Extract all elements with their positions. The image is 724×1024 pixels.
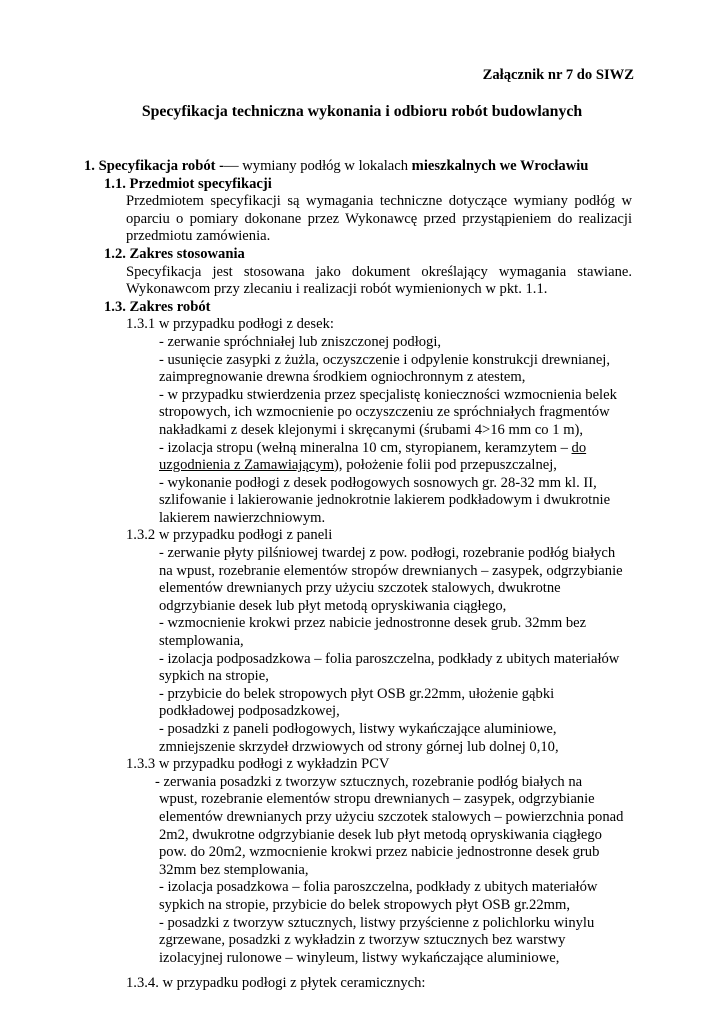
list-line: - izolacja posadzkowa – folia paroszczelna, podkłady z ubitych materiałów [159,879,598,896]
insulation-line [159,440,632,458]
item-1-3-1-body [159,334,632,528]
list-line: elementów drewnianych przy użyciu szczotek stalowych, dwukrotne [159,580,561,597]
list-line: - posadzki z tworzyw sztucznych, listwy przyścienne z polichlorku winylu [159,914,595,931]
section-1-text: — wymiany podłóg w lokalach [223,158,412,174]
list-line: izolacyjnej rulonowe – winyleum, listwy wykańczające aluminiowe, [159,949,560,966]
paragraph-line: Przedmiotem specyfikacji są wymagania techniczne dotyczące wymiany podłóg w [126,193,632,210]
section-1-number: 1. Specyfikacja robót - [84,158,224,174]
section-1-1-paragraph [126,193,632,246]
paragraph-line: przedmiotu zamówienia. [126,228,271,245]
list-line: elementów drewnianych przy użyciu szczotek stalowych – powierzchnia ponad [159,808,624,825]
list-line: podkładowej podposadzkowej, [159,703,340,720]
section-1-3-heading: 1.3. Zakres robót [104,298,211,315]
list-line: stemplowania, [159,633,244,650]
underlined-text: do [571,439,587,456]
section-1-1-heading: 1.1. Przedmiot specyfikacji [104,175,272,192]
list-line: nakładkami z desek klejonymi i skręcanymi (śrubami 4>16 mm co 1 m), [159,421,584,438]
list-line: 2m2, dwukrotne odgrzybianie desek lub płyt metodą opryskiwania ciągłego [159,826,602,843]
section-1-2-paragraph [126,264,632,299]
section-1-heading [84,158,632,176]
list-line: zmniejszenie skrzydeł drzwiowych od strony górnej lub dolnej 0,10, [159,738,559,755]
item-1-3-1-label: 1.3.1 w przypadku podłogi z desek: [126,316,334,333]
section-1-2-heading: 1.2. Zakres stosowania [104,245,245,262]
list-line: - izolacja podposadzkowa – folia paroszczelna, podkłady z ubitych materiałów [159,650,620,667]
list-line: stropowych, ich wzmocnienie po oczyszczeniu ze spróchniałych fragmentów [159,404,610,421]
section-1-location: mieszkalnych we Wrocławiu [411,158,589,174]
paragraph-line: Specyfikacja jest stosowana jako dokument określający wymagania stawiane. [126,263,632,280]
list-line: zaimpregnowanie drewna środkiem ogniochronnym z atestem, [159,369,526,386]
item-1-3-2-label: 1.3.2 w przypadku podłogi z paneli [126,527,333,544]
list-line: - posadzki z paneli podłogowych, listwy wykańczające aluminiowe, [159,721,557,737]
list-line: pow. do 20m2, wzmocnienie krokwi przez nabicie jednostronne desek grub [159,844,600,861]
annex-label: Załącznik nr 7 do SIWZ [482,67,634,83]
list-line: - wykonanie podłogi z desek podłogowych sosnowych gr. 28-32 mm kl. II, [159,474,597,491]
list-line: na wpust, rozebranie elementów stropów drewnianych – zasypek, odgrzybianie [159,562,623,579]
paragraph-line: oparciu o pomiary dokonane przez Wykonawcę przed przystąpieniem do realizacji [126,210,632,227]
item-1-3-4-label: 1.3.4. w przypadku podłogi z płytek ceramicznych: [126,975,426,992]
list-line: 32mm bez stemplowania, [159,861,309,878]
spacer [84,967,632,975]
list-line: zgrzewane, posadzki z wykładzin z tworzyw sztucznych bez warstwy [159,932,566,949]
item-1-3-3-first-line: - zerwania posadzki z tworzyw sztucznych, rozebranie podłóg białych na [155,773,583,790]
list-line: wpust, rozebranie elementów stropu drewnianych – zasypek, odgrzybianie [159,791,595,808]
list-line: sypkich na stropie, przybicie do belek stropowych płyt OSB gr.22mm, [159,896,570,913]
item-1-3-2-body [159,545,632,756]
list-line: - przybicie do belek stropowych płyt OSB gr.22mm, ułożenie gąbki [159,685,555,702]
underlined-text: uzgodnienia z Zamawiającym [159,457,335,474]
list-line: - zerwanie spróchniałej lub zniszczonej podłogi, [159,333,442,350]
insulation-text: ), położenie folii pod przepuszczalnej, [334,457,557,474]
list-line: - usunięcie zasypki z żużla, oczyszczenie i odpylenie konstrukcji drewnianej, [159,351,611,368]
document-title: Specyfikacja techniczna wykonania i odbioru robót budowlanych [141,103,583,120]
list-line: lakierem nawierzchniowym. [159,509,326,526]
item-1-3-3-body [159,791,632,967]
list-line: - zerwanie płyty pilśniowej twardej z pow. podłogi, rozebranie podłóg białych [159,545,616,562]
list-line: - wzmocnienie krokwi przez nabicie jednostronne desek grub. 32mm bez [159,615,587,632]
list-line: szlifowanie i lakierowanie jednokrotnie lakierem podkładowym i dwukrotnie [159,492,611,509]
insulation-text: - izolacja stropu (wełną mineralna 10 cm, styropianem, keramzytem – [159,439,572,456]
item-1-3-3-label: 1.3.3 w przypadku podłogi z wykładzin PCV [126,756,390,773]
list-line: - w przypadku stwierdzenia przez specjalistę konieczności wzmocnienia belek [159,386,617,403]
list-line: odgrzybianie desek lub płyt metodą opryskiwania ciągłego, [159,597,507,614]
document-body [84,158,632,993]
insulation-line-2 [159,457,632,475]
list-line: sypkich na stropie, [159,668,269,685]
paragraph-line: Wykonawcom przy zlecaniu i realizacji robót wymienionych w pkt. 1.1. [126,281,548,298]
